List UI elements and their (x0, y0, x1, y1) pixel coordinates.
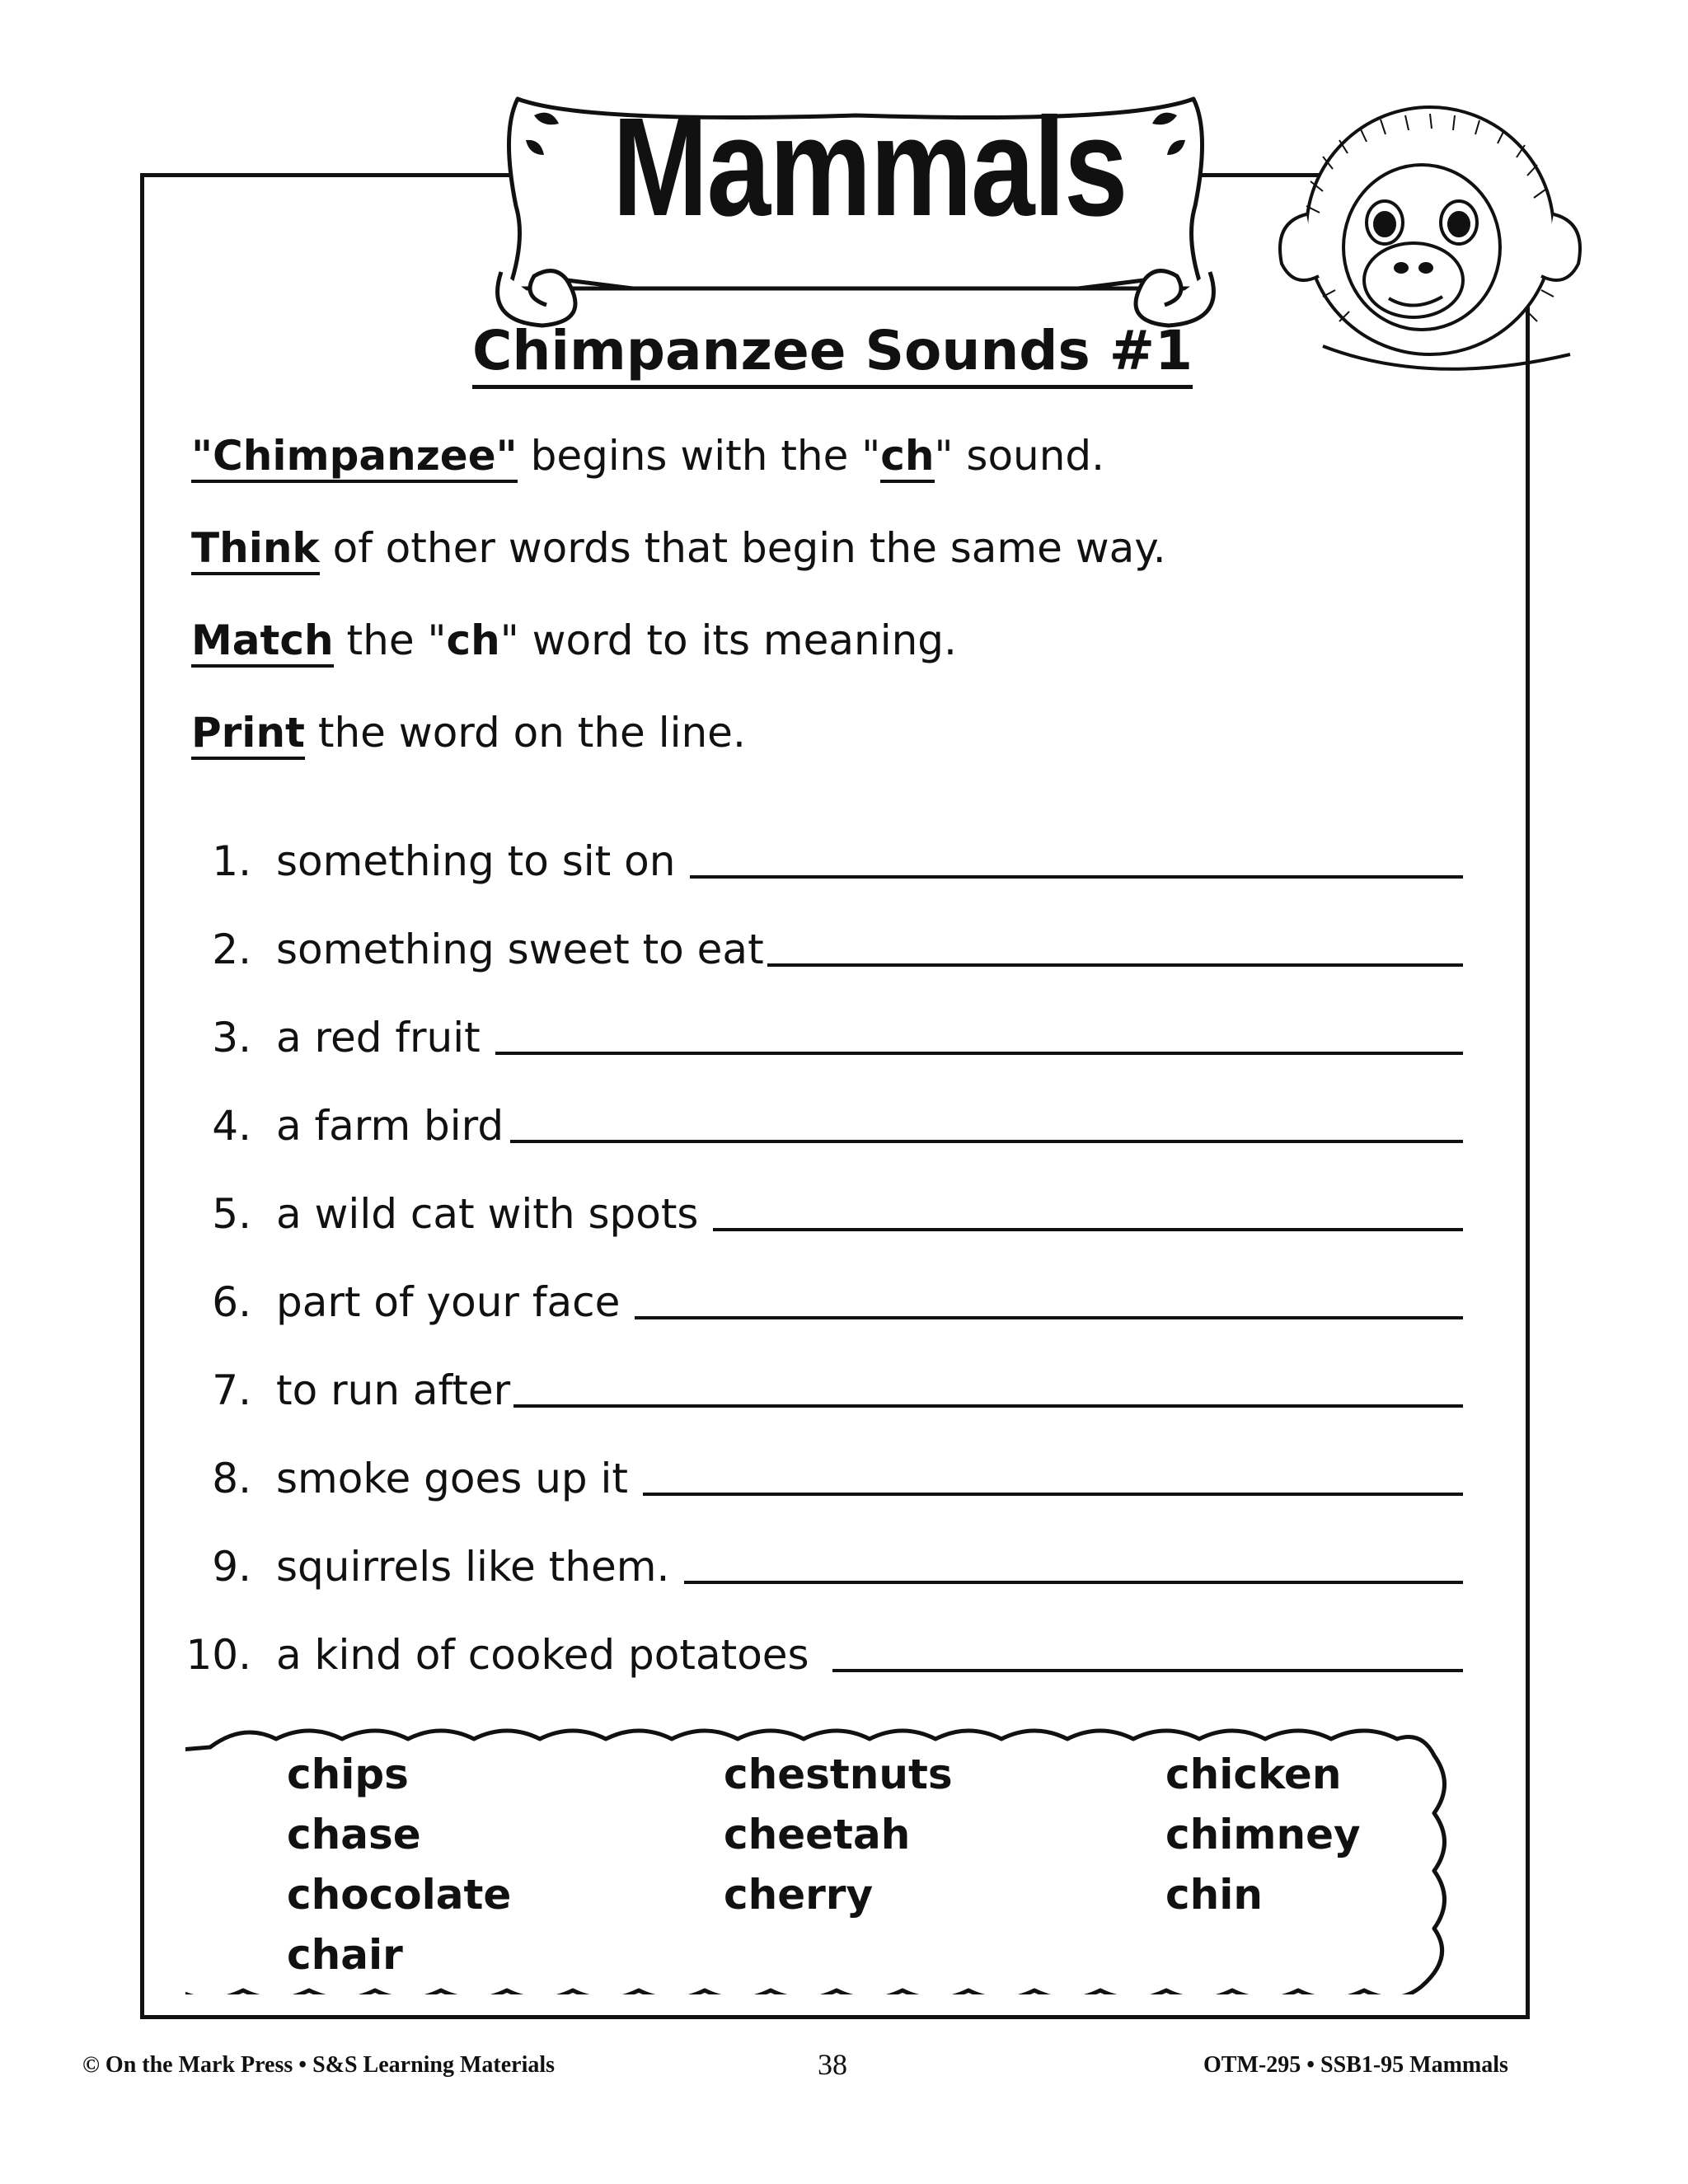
instruction-line-1 (191, 432, 1105, 480)
word-bank-item: chestnuts (724, 1750, 953, 1798)
question-text: smoke goes up it (276, 1455, 629, 1502)
footer-publisher: © On the Mark Press • S&S Learning Materials (82, 2052, 556, 2078)
keyword-ch-2: ch (446, 616, 500, 664)
question-text: a kind of cooked potatoes (276, 1631, 809, 1679)
footer-catalog: OTM-295 • SSB1-95 Mammals (1203, 2052, 1508, 2078)
question-6 (185, 1272, 1463, 1326)
question-2 (185, 919, 1463, 973)
keyword-print: Print (191, 709, 305, 760)
question-text: a farm bird (276, 1102, 504, 1150)
instruction-2-rest: of other words that begin the same way. (319, 524, 1166, 572)
instruction-4-rest: the word on the line. (304, 709, 746, 757)
question-text: squirrels like them. (276, 1543, 670, 1591)
question-number: 6. (212, 1278, 251, 1326)
question-number: 9. (212, 1543, 251, 1591)
instruction-1-mid: begins with the " (517, 432, 881, 480)
answer-line[interactable] (690, 875, 1463, 879)
instruction-1-end: " sound. (934, 432, 1105, 480)
answer-line[interactable] (513, 1404, 1463, 1408)
question-number: 1. (212, 837, 251, 885)
word-bank-item: chin (1165, 1871, 1263, 1919)
instruction-line-2 (191, 524, 1166, 572)
question-number: 4. (212, 1102, 251, 1150)
question-number: 10. (185, 1631, 251, 1679)
question-10 (185, 1624, 1463, 1679)
question-text: something sweet to eat (276, 926, 764, 973)
question-text: part of your face (276, 1278, 621, 1326)
question-text: a wild cat with spots (276, 1190, 699, 1238)
question-7 (185, 1360, 1463, 1414)
question-number: 8. (212, 1455, 251, 1502)
question-4 (185, 1095, 1463, 1150)
word-bank-item: chicken (1165, 1750, 1342, 1798)
instruction-line-3 (191, 616, 957, 664)
answer-line[interactable] (510, 1140, 1463, 1143)
word-bank-item: chair (287, 1931, 403, 1979)
question-8 (185, 1448, 1463, 1502)
word-bank-item: chase (287, 1811, 421, 1858)
word-bank-item: cheetah (724, 1811, 911, 1858)
instruction-3-end: " word to its meaning. (499, 616, 957, 664)
subtitle-text: Chimpanzee Sounds #1 (472, 319, 1193, 389)
word-bank-item: chips (287, 1750, 409, 1798)
answer-line[interactable] (635, 1316, 1463, 1319)
word-bank-item: cherry (724, 1871, 874, 1919)
worksheet-subtitle (330, 319, 1335, 382)
instruction-3-mid: the " (333, 616, 447, 664)
question-text: to run after (276, 1366, 511, 1414)
question-number: 2. (212, 926, 251, 973)
question-1 (185, 831, 1463, 885)
keyword-think: Think (191, 524, 320, 575)
answer-line[interactable] (713, 1228, 1463, 1231)
answer-line[interactable] (767, 963, 1463, 967)
question-text: a red fruit (276, 1014, 481, 1062)
answer-line[interactable] (684, 1581, 1463, 1584)
word-bank-item: chimney (1165, 1811, 1361, 1858)
answer-line[interactable] (832, 1669, 1463, 1672)
page-number: 38 (818, 2048, 847, 2081)
question-number: 5. (212, 1190, 251, 1238)
question-5 (185, 1183, 1463, 1238)
question-number: 7. (212, 1366, 251, 1414)
question-3 (185, 1007, 1463, 1062)
keyword-match: Match (191, 616, 334, 668)
question-text: something to sit on (276, 837, 676, 885)
answer-line[interactable] (495, 1052, 1463, 1055)
question-number: 3. (212, 1014, 251, 1062)
keyword-chimpanzee: "Chimpanzee" (191, 432, 518, 483)
word-bank-item: chocolate (287, 1871, 512, 1919)
keyword-ch: ch (880, 432, 934, 483)
question-9 (185, 1536, 1463, 1591)
answer-line[interactable] (643, 1493, 1463, 1496)
instruction-line-4 (191, 709, 746, 757)
page-title: Mammals (612, 89, 1127, 246)
